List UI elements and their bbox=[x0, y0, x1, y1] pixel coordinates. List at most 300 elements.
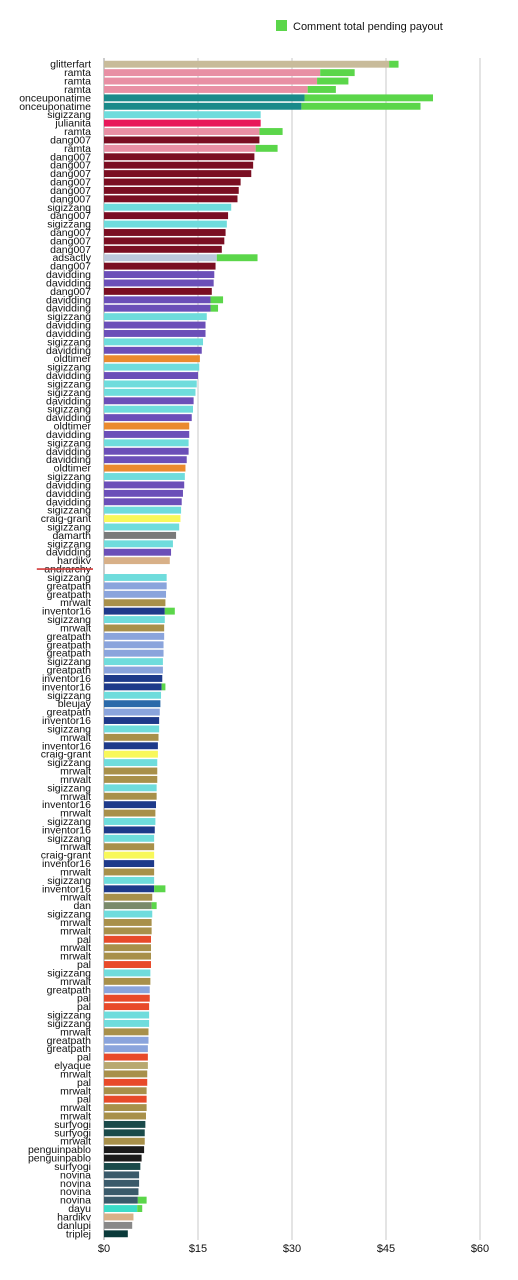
bar-segment-payout bbox=[104, 675, 162, 682]
legend bbox=[276, 20, 443, 33]
bar-segment-payout bbox=[104, 86, 308, 93]
bar-segment-payout bbox=[104, 658, 163, 665]
category-label: ramta bbox=[64, 142, 91, 155]
bar-segment-payout bbox=[104, 599, 165, 606]
category-label: sigizzang bbox=[47, 1017, 91, 1030]
bar-segment-payout bbox=[104, 1188, 138, 1195]
bar-segment-payout bbox=[104, 1113, 146, 1120]
category-label: oldtimer bbox=[53, 420, 91, 433]
bar-segment-payout bbox=[104, 532, 176, 539]
x-tick-label: $45 bbox=[376, 1243, 396, 1255]
bar-segment-payout bbox=[104, 170, 251, 177]
bar-segment-payout bbox=[104, 423, 189, 430]
category-label: dang007 bbox=[50, 235, 91, 248]
category-label: inventor16 bbox=[41, 824, 91, 837]
bar-segment-payout bbox=[104, 692, 161, 699]
category-label: sigizzang bbox=[47, 109, 91, 122]
category-label: mrwalt bbox=[60, 925, 91, 938]
category-label: inventor16 bbox=[41, 858, 91, 871]
bar-segment-pending bbox=[301, 103, 420, 110]
bar-segment-payout bbox=[104, 944, 151, 951]
category-label: damarth bbox=[52, 529, 91, 542]
bar-segment-payout bbox=[104, 414, 192, 421]
category-label: mrwalt bbox=[60, 942, 91, 955]
bar-segment-pending bbox=[217, 254, 258, 261]
bar-segment-payout bbox=[104, 919, 152, 926]
category-label: pal bbox=[76, 992, 91, 1005]
bar-segment-payout bbox=[104, 557, 170, 564]
category-label: mrwalt bbox=[60, 1110, 91, 1123]
category-label: sigizzang bbox=[47, 757, 91, 770]
category-label: mrwalt bbox=[60, 916, 91, 929]
bar-segment-pending bbox=[256, 145, 278, 152]
category-label: triplej bbox=[65, 1228, 91, 1241]
category-label: dang007 bbox=[50, 226, 91, 239]
category-label: mrwalt bbox=[60, 975, 91, 988]
bar-segment-payout bbox=[104, 633, 164, 640]
category-label: sigizzang bbox=[47, 471, 91, 484]
category-label: mrwalt bbox=[60, 1085, 91, 1098]
bar-segment-payout bbox=[104, 725, 159, 732]
bar-segment-pending bbox=[162, 683, 166, 690]
category-label: mrwalt bbox=[60, 1135, 91, 1148]
category-label: hardikv bbox=[57, 1211, 91, 1224]
bar-segment-payout bbox=[104, 700, 160, 707]
category-label: sigizzang bbox=[47, 201, 91, 214]
bar-segment-payout bbox=[104, 406, 193, 413]
category-label: elyaque bbox=[54, 1060, 91, 1073]
category-label: greatpath bbox=[46, 1034, 91, 1047]
category-label: ramta bbox=[64, 75, 91, 88]
bar-segment-payout bbox=[104, 153, 254, 160]
bar-segment-payout bbox=[104, 94, 305, 101]
bar-segment-payout bbox=[104, 995, 150, 1002]
category-label: sigizzang bbox=[47, 437, 91, 450]
bar-segment-payout bbox=[104, 389, 195, 396]
category-label: dang007 bbox=[50, 168, 91, 181]
bar-segment-payout bbox=[104, 162, 253, 169]
category-label: mrwalt bbox=[60, 807, 91, 820]
category-label: sigizzang bbox=[47, 311, 91, 324]
category-label: sigizzang bbox=[47, 614, 91, 627]
bar-segment-payout bbox=[104, 490, 183, 497]
category-label: davidding bbox=[46, 546, 91, 559]
category-label: julianita bbox=[55, 117, 91, 130]
category-label: davidding bbox=[46, 319, 91, 332]
bar-segment-payout bbox=[104, 473, 185, 480]
category-label: dang007 bbox=[50, 151, 91, 164]
category-label: penguinpablo bbox=[27, 1144, 91, 1157]
bar-segment-payout bbox=[104, 1197, 138, 1204]
category-label: sigizzang bbox=[47, 874, 91, 887]
legend-label: Comment total pending payout bbox=[293, 21, 443, 33]
bar-segment-payout bbox=[104, 608, 165, 615]
bar-segment-payout bbox=[104, 1028, 148, 1035]
bar-segment-payout bbox=[104, 574, 167, 581]
bar-segment-payout bbox=[104, 784, 157, 791]
bar-segment-payout bbox=[104, 1070, 147, 1077]
category-label: mrwalt bbox=[60, 790, 91, 803]
bar-segment-payout bbox=[104, 263, 216, 270]
bar-segment-payout bbox=[104, 1180, 139, 1187]
bar-segment-payout bbox=[104, 313, 207, 320]
category-label: dang007 bbox=[50, 193, 91, 206]
bar-segment-pending bbox=[259, 128, 282, 135]
bar-segment-payout bbox=[104, 515, 180, 522]
category-label: davidding bbox=[46, 269, 91, 282]
category-label: pal bbox=[76, 1051, 91, 1064]
bar-segment-payout bbox=[104, 818, 155, 825]
bar-segment-payout bbox=[104, 683, 162, 690]
category-label: inventor16 bbox=[41, 799, 91, 812]
category-label: sigizzang bbox=[47, 218, 91, 231]
x-tick-label: $15 bbox=[188, 1243, 208, 1255]
x-tick-label: $60 bbox=[470, 1243, 490, 1255]
bar-segment-pending bbox=[154, 885, 165, 892]
bar-segment-payout bbox=[104, 742, 158, 749]
category-label: glitterfart bbox=[50, 58, 91, 71]
category-label: inventor16 bbox=[41, 883, 91, 896]
category-label: mrwalt bbox=[60, 950, 91, 963]
category-label: greatpath bbox=[46, 588, 91, 601]
category-label: inventor16 bbox=[41, 740, 91, 753]
bar-segment-payout bbox=[104, 246, 222, 253]
category-label: mrwalt bbox=[60, 1068, 91, 1081]
bar-segment-pending bbox=[137, 1205, 142, 1212]
category-label: davidding bbox=[46, 344, 91, 357]
category-label: sigizzang bbox=[47, 336, 91, 349]
bar-segment-payout bbox=[104, 61, 389, 68]
bar-segment-payout bbox=[104, 1045, 148, 1052]
bar-segment-pending bbox=[317, 78, 348, 85]
category-label: greatpath bbox=[46, 664, 91, 677]
category-label: mrwalt bbox=[60, 841, 91, 854]
bar-segment-payout bbox=[104, 254, 217, 261]
bar-segment-payout bbox=[104, 860, 154, 867]
category-label: adsactly bbox=[52, 252, 91, 265]
bar-segment-payout bbox=[104, 1096, 147, 1103]
category-label: ramta bbox=[64, 83, 91, 96]
bar-segment-pending bbox=[152, 902, 157, 909]
category-label: hardikv bbox=[57, 555, 91, 568]
bar-segment-payout bbox=[104, 145, 256, 152]
bar-segment-payout bbox=[104, 195, 237, 202]
category-label: oldtimer bbox=[53, 353, 91, 366]
bar-segment-payout bbox=[104, 1205, 137, 1212]
bar-segment-payout bbox=[104, 507, 181, 514]
category-label: mrwalt bbox=[60, 866, 91, 879]
category-label: sigizzang bbox=[47, 967, 91, 980]
bar-segment-payout bbox=[104, 1146, 144, 1153]
category-label: davidding bbox=[46, 294, 91, 307]
bar-segment-payout bbox=[104, 986, 150, 993]
bar-segment-payout bbox=[104, 187, 239, 194]
bar-segment-payout bbox=[104, 136, 259, 143]
bar-segment-payout bbox=[104, 456, 187, 463]
bar-segment-pending bbox=[138, 1197, 147, 1204]
bar-segment-payout bbox=[104, 709, 160, 716]
category-label: dang007 bbox=[50, 134, 91, 147]
category-label: dang007 bbox=[50, 210, 91, 223]
bar-segment-payout bbox=[104, 835, 154, 842]
category-label: dang007 bbox=[50, 285, 91, 298]
category-label: davidding bbox=[46, 454, 91, 467]
category-label: mrwalt bbox=[60, 731, 91, 744]
bar-segment-payout bbox=[104, 431, 189, 438]
bar-segment-payout bbox=[104, 120, 261, 127]
category-label: sigizzang bbox=[47, 403, 91, 416]
category-label: davidding bbox=[46, 428, 91, 441]
category-label: bleujay bbox=[57, 698, 91, 711]
bar-segment-payout bbox=[104, 237, 224, 244]
category-label: ramta bbox=[64, 126, 91, 139]
category-label: davidding bbox=[46, 412, 91, 425]
bar-segment-payout bbox=[104, 364, 199, 371]
bar-segment-payout bbox=[104, 810, 155, 817]
category-label: onceuponatime bbox=[19, 92, 91, 105]
bar-segment-payout bbox=[104, 1214, 133, 1221]
category-label: sigizzang bbox=[47, 361, 91, 374]
bar-segment-payout bbox=[104, 734, 159, 741]
bar-segment-payout bbox=[104, 212, 228, 219]
x-tick-label: $0 bbox=[97, 1243, 111, 1255]
category-label: novina bbox=[60, 1186, 91, 1199]
bars-layer bbox=[104, 61, 433, 1237]
category-label: pal bbox=[76, 1001, 91, 1014]
bar-segment-payout bbox=[104, 877, 154, 884]
category-label: sigizzang bbox=[47, 378, 91, 391]
category-label: mrwalt bbox=[60, 622, 91, 635]
category-label: davidding bbox=[46, 277, 91, 290]
bar-segment-pending bbox=[308, 86, 336, 93]
category-label: craig-grant bbox=[40, 513, 91, 526]
category-label: sigizzang bbox=[47, 723, 91, 736]
bar-segment-payout bbox=[104, 288, 212, 295]
bar-segment-payout bbox=[104, 970, 150, 977]
category-label: inventor16 bbox=[41, 715, 91, 728]
bar-segment-payout bbox=[104, 911, 152, 918]
bar-segment-payout bbox=[104, 481, 184, 488]
bar-segment-payout bbox=[104, 540, 173, 547]
category-label: davidding bbox=[46, 327, 91, 340]
legend-swatch bbox=[276, 20, 287, 31]
bar-segment-payout bbox=[104, 69, 320, 76]
bar-segment-pending bbox=[211, 305, 219, 312]
category-label: davidding bbox=[46, 370, 91, 383]
bar-segment-payout bbox=[104, 128, 259, 135]
bar-segment-payout bbox=[104, 768, 157, 775]
category-label: pal bbox=[76, 933, 91, 946]
bar-segment-payout bbox=[104, 1037, 148, 1044]
category-label: dang007 bbox=[50, 176, 91, 189]
bar-segment-payout bbox=[104, 448, 189, 455]
bar-segment-payout bbox=[104, 1020, 149, 1027]
bar-segment-payout bbox=[104, 103, 301, 110]
category-label: danlupi bbox=[57, 1219, 91, 1232]
bar-segment-payout bbox=[104, 894, 152, 901]
category-label: davidding bbox=[46, 479, 91, 492]
category-label: penguinpablo bbox=[27, 1152, 91, 1165]
category-label: sigizzang bbox=[47, 538, 91, 551]
category-label: mrwalt bbox=[60, 891, 91, 904]
bar-segment-payout bbox=[104, 902, 152, 909]
bar-segment-pending bbox=[389, 61, 398, 68]
bar-segment-payout bbox=[104, 1054, 148, 1061]
bar-segment-payout bbox=[104, 271, 214, 278]
category-label: greatpath bbox=[46, 1043, 91, 1056]
category-label: greatpath bbox=[46, 706, 91, 719]
bar-segment-payout bbox=[104, 751, 158, 758]
bar-segment-payout bbox=[104, 1104, 147, 1111]
bar-segment-payout bbox=[104, 1079, 147, 1086]
bar-segment-payout bbox=[104, 1163, 140, 1170]
bar-segment-payout bbox=[104, 221, 227, 228]
bar-segment-payout bbox=[104, 869, 154, 876]
bar-segment-payout bbox=[104, 953, 151, 960]
category-label: dan bbox=[73, 900, 91, 913]
bar-segment-payout bbox=[104, 793, 157, 800]
category-label: surfyogi bbox=[54, 1127, 91, 1140]
category-label: sigizzang bbox=[47, 521, 91, 534]
bar-segment-payout bbox=[104, 338, 203, 345]
bar-segment-payout bbox=[104, 347, 202, 354]
bar-segment-payout bbox=[104, 885, 154, 892]
category-label: sigizzang bbox=[47, 908, 91, 921]
bar-segment-payout bbox=[104, 78, 317, 85]
bar-segment-payout bbox=[104, 1003, 149, 1010]
bar-segment-payout bbox=[104, 759, 157, 766]
bar-segment-payout bbox=[104, 961, 151, 968]
bar-segment-payout bbox=[104, 305, 211, 312]
bar-segment-payout bbox=[104, 641, 164, 648]
bar-segment-payout bbox=[104, 439, 189, 446]
category-label: novina bbox=[60, 1169, 91, 1182]
category-label: greatpath bbox=[46, 580, 91, 593]
category-label: dayu bbox=[68, 1203, 91, 1216]
category-label: inventor16 bbox=[41, 605, 91, 618]
category-label: oldtimer bbox=[53, 462, 91, 475]
category-label: greatpath bbox=[46, 630, 91, 643]
bar-segment-payout bbox=[104, 667, 163, 674]
category-label: sigizzang bbox=[47, 656, 91, 669]
category-label: sigizzang bbox=[47, 832, 91, 845]
category-label: craig-grant bbox=[40, 748, 91, 761]
bar-segment-payout bbox=[104, 826, 155, 833]
bar-segment-payout bbox=[104, 322, 206, 329]
bar-segment-pending bbox=[305, 94, 433, 101]
bar-segment-payout bbox=[104, 1155, 142, 1162]
bar-segment-payout bbox=[104, 1087, 147, 1094]
category-label: andrarchy bbox=[44, 563, 91, 576]
bar-segment-payout bbox=[104, 330, 206, 337]
bar-segment-pending bbox=[320, 69, 354, 76]
bar-segment-payout bbox=[104, 1171, 139, 1178]
bar-segment-pending bbox=[165, 608, 175, 615]
bar-segment-payout bbox=[104, 936, 151, 943]
bar-segment-payout bbox=[104, 355, 200, 362]
bar-segment-payout bbox=[104, 801, 156, 808]
category-label: dang007 bbox=[50, 243, 91, 256]
x-axis-ticks bbox=[98, 1243, 489, 1255]
bar-segment-payout bbox=[104, 524, 179, 531]
bar-segment-payout bbox=[104, 397, 194, 404]
bar-segment-payout bbox=[104, 296, 211, 303]
category-label: ramta bbox=[64, 67, 91, 80]
category-label: pal bbox=[76, 1076, 91, 1089]
bar-segment-pending bbox=[211, 296, 224, 303]
category-label: sigizzang bbox=[47, 504, 91, 517]
bar-segment-payout bbox=[104, 1129, 145, 1136]
category-label: dang007 bbox=[50, 260, 91, 273]
bar-segment-payout bbox=[104, 1138, 145, 1145]
bar-segment-payout bbox=[104, 381, 197, 388]
category-label: mrwalt bbox=[60, 765, 91, 778]
category-label: davidding bbox=[46, 487, 91, 500]
bar-segment-payout bbox=[104, 179, 241, 186]
bar-segment-payout bbox=[104, 204, 231, 211]
category-label: inventor16 bbox=[41, 681, 91, 694]
category-label: sigizzang bbox=[47, 571, 91, 584]
bar-segment-payout bbox=[104, 1222, 132, 1229]
category-label: mrwalt bbox=[60, 597, 91, 610]
category-label: davidding bbox=[46, 496, 91, 509]
category-label: davidding bbox=[46, 445, 91, 458]
category-label: mrwalt bbox=[60, 773, 91, 786]
category-label: surfyogi bbox=[54, 1160, 91, 1173]
category-label: surfyogi bbox=[54, 1118, 91, 1131]
category-label: onceuponatime bbox=[19, 100, 91, 113]
category-label: sigizzang bbox=[47, 689, 91, 702]
category-label: novina bbox=[60, 1177, 91, 1190]
category-label: pal bbox=[76, 959, 91, 972]
bar-segment-payout bbox=[104, 549, 171, 556]
bar-segment-payout bbox=[104, 843, 154, 850]
category-label: sigizzang bbox=[47, 782, 91, 795]
category-label: davidding bbox=[46, 395, 91, 408]
category-label: inventor16 bbox=[41, 672, 91, 685]
bar-segment-payout bbox=[104, 927, 152, 934]
bar-segment-payout bbox=[104, 625, 164, 632]
category-label: dang007 bbox=[50, 184, 91, 197]
category-label: mrwalt bbox=[60, 1102, 91, 1115]
bar-segment-payout bbox=[104, 650, 164, 657]
category-label: dang007 bbox=[50, 159, 91, 172]
category-label: pal bbox=[76, 1093, 91, 1106]
bar-segment-payout bbox=[104, 280, 214, 287]
bar-segment-payout bbox=[104, 616, 165, 623]
bar-segment-payout bbox=[104, 1012, 149, 1019]
bar-segment-payout bbox=[104, 978, 150, 985]
category-label: craig-grant bbox=[40, 849, 91, 862]
category-label: davidding bbox=[46, 302, 91, 315]
bar-segment-payout bbox=[104, 582, 167, 589]
bar-segment-payout bbox=[104, 372, 198, 379]
category-label: greatpath bbox=[46, 639, 91, 652]
bar-segment-payout bbox=[104, 229, 226, 236]
category-label: novina bbox=[60, 1194, 91, 1207]
x-tick-label: $30 bbox=[282, 1243, 302, 1255]
bar-segment-payout bbox=[104, 776, 157, 783]
bar-segment-payout bbox=[104, 1062, 148, 1069]
category-label: sigizzang bbox=[47, 386, 91, 399]
category-label: sigizzang bbox=[47, 815, 91, 828]
category-label: mrwalt bbox=[60, 1026, 91, 1039]
bar-segment-payout bbox=[104, 591, 166, 598]
category-labels bbox=[19, 59, 93, 1241]
category-label: greatpath bbox=[46, 984, 91, 997]
bar-segment-payout bbox=[104, 1121, 145, 1128]
bar-segment-payout bbox=[104, 1230, 128, 1237]
